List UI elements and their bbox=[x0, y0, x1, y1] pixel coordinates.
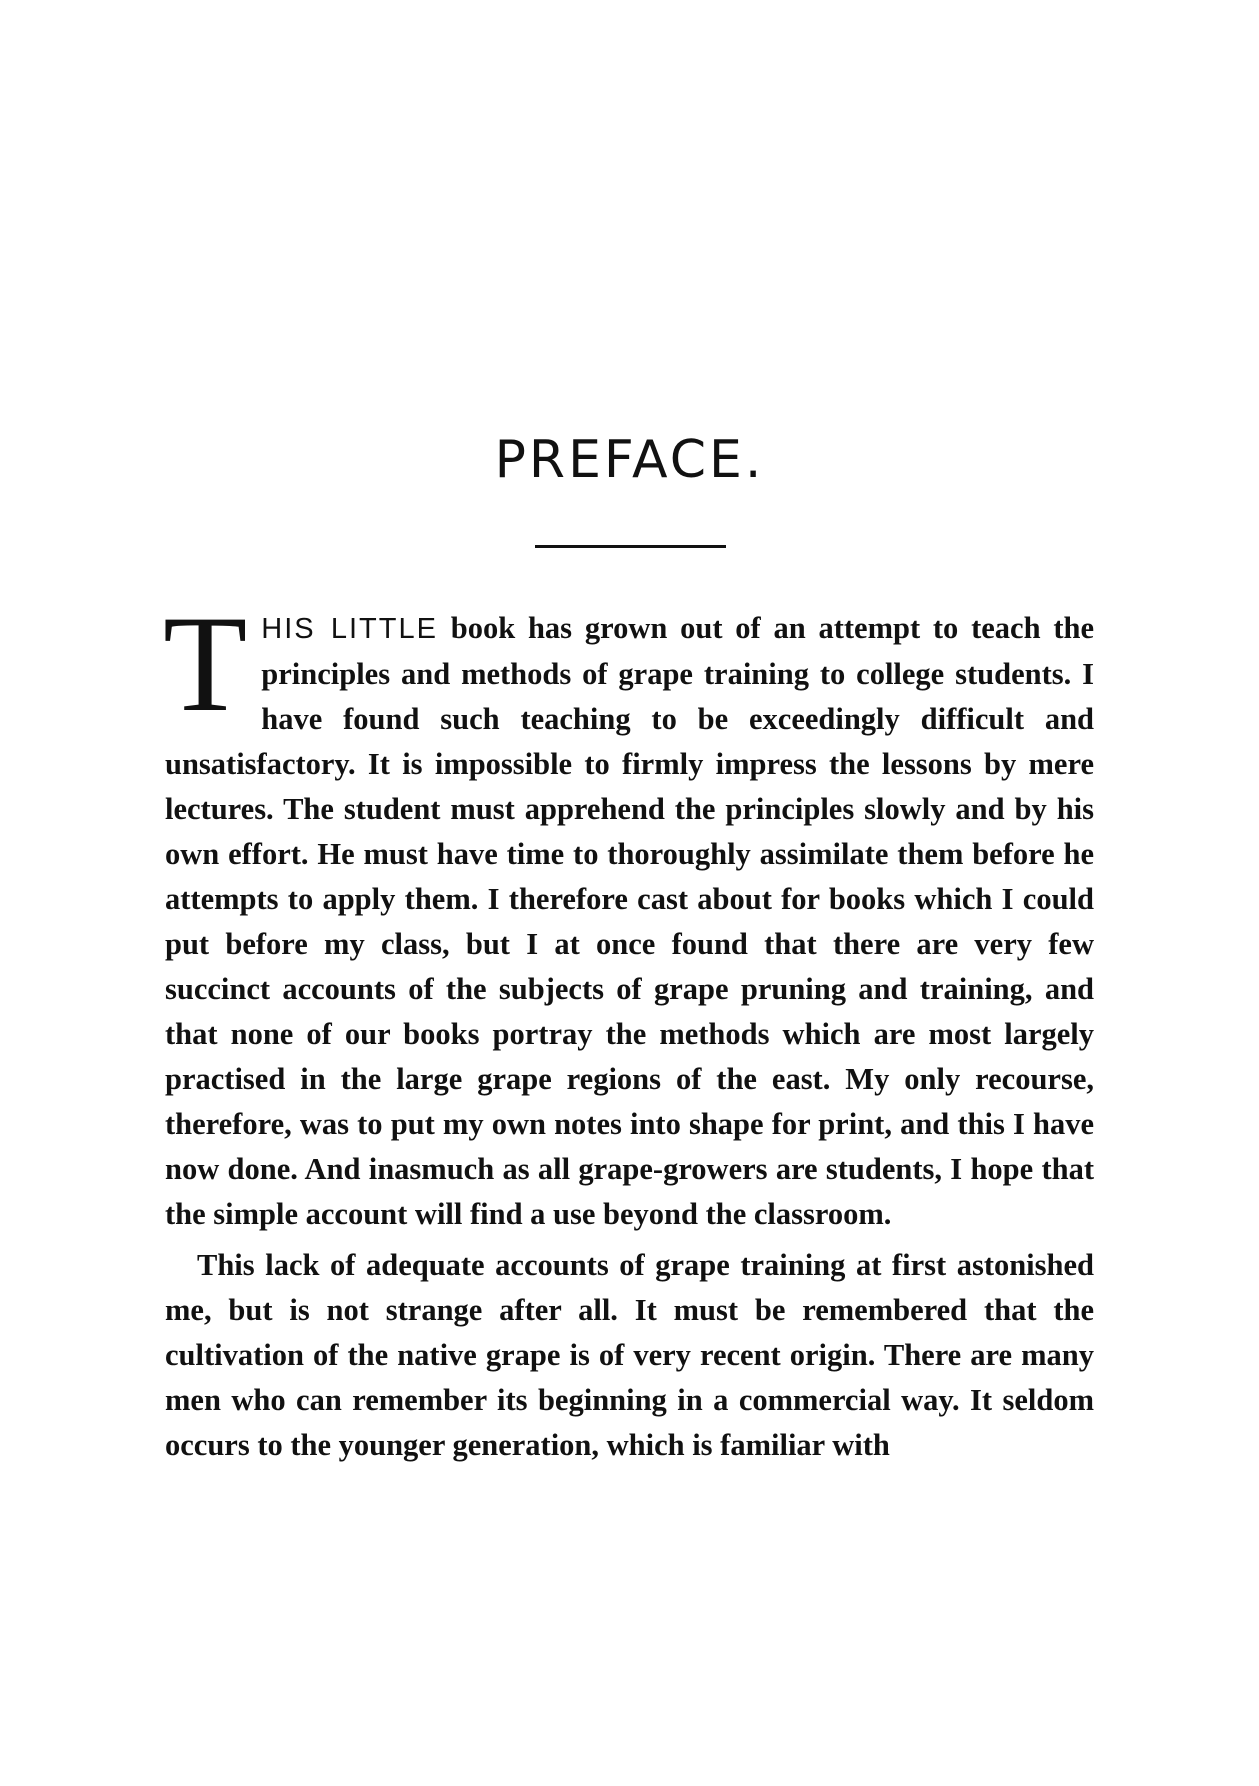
title-divider-rule bbox=[535, 545, 726, 548]
paragraph-1 bbox=[163, 587, 1094, 1237]
paragraph-2 bbox=[165, 1243, 1094, 1468]
paragraph-2-text: This lack of adequate accounts of grape training at first astonished me, but is not strange after all. It must be remembered that the cultivation of the native grape is of very recent origin. There are many men who can remember its beginning in a commercial way. It seldom occurs to the younger generation, which is familiar with bbox=[165, 1248, 1094, 1462]
page-title: PREFACE. bbox=[494, 430, 765, 490]
drop-cap: T bbox=[163, 587, 248, 740]
preface-body bbox=[163, 587, 1094, 1468]
paragraph-1-text: book has grown out of an attempt to teach the principles and methods of grape training to college students. I have found such teaching to be exceedingly difficult and unsatisfactory. It is impossible to firmly impress the lessons by mere lectures. The student must apprehend the principles slowly and by his own effort. He must have time to thoroughly assimilate them before he attempts to apply them. I therefore cast about for books which I could put before my class, but I at once found that there are very few succinct accounts of the subjects of grape pruning and training, and that none of our books portray the methods which are most largely practised in the large grape regions of the east. My only recourse, therefore, was to put my own notes into shape for print, and this I have now done. And inasmuch as all grape-growers are students, I hope that the simple account will find a use beyond the classroom. bbox=[165, 611, 1094, 1231]
paragraph-1-lead-caps: HIS LITTLE bbox=[261, 613, 438, 645]
